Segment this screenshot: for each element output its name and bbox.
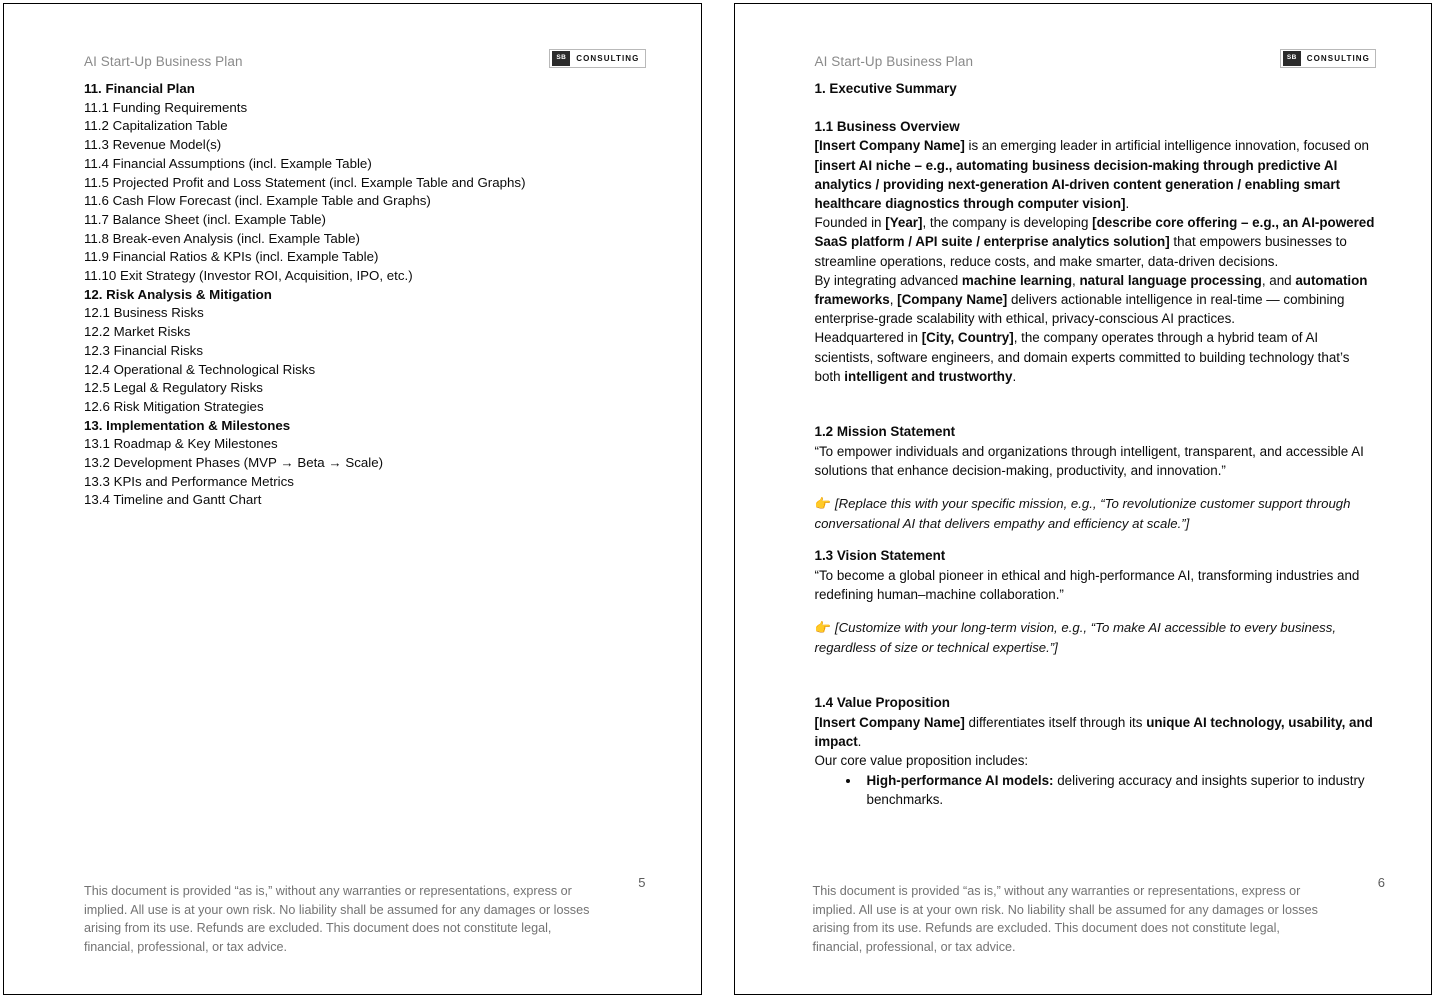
toc-entry[interactable]: 11.10 Exit Strategy (Investor ROI, Acquisition, IPO, etc.) [84,268,413,284]
text-run-bold: unique AI technology, usability, and impact [814,714,1373,750]
text-run: , [889,292,898,308]
sb-consulting-logo [1280,49,1376,68]
business-overview-paragraph-2 [815,271,1377,329]
pointing-finger-icon: 👉 [814,496,831,512]
section-heading-value-proposition: 1.4 Value Proposition [814,695,950,711]
text-run: , the company is developing [922,215,1093,231]
toc-entry[interactable]: 11.4 Financial Assumptions (incl. Example Table) [84,155,372,171]
page-6 [734,3,1433,995]
mission-hint-text: [Replace this with your specific mission, e.g., “To revolutionize customer support through conversational AI that delivers empathy and efficiency at scale.”] [814,496,1351,531]
mission-statement-hint [815,494,1377,533]
text-run-bold: [City, Country] [921,330,1014,346]
text-run-bold: intelligent and trustworthy [844,368,1013,384]
text-run-bold: natural language processing [1079,272,1262,288]
footer-disclaimer: This document is provided “as is,” without any warranties or representations, express or implied. All use is at your own risk. No liability shall be assumed for any damages or losses arising from its use. Refunds are excluded. This document does not constitute legal, financial, professional, or tax advice. [812,884,1318,954]
section-heading-business-overview: 1.1 Business Overview [814,118,960,134]
mission-statement-body: “To empower individuals and organizations through intelligent, transparent, and accessible AI solutions that enhance decision-making, productivity, and innovation.” [814,443,1364,478]
toc-entry[interactable]: 11.9 Financial Ratios & KPIs (incl. Example Table) [84,249,379,265]
table-of-contents [84,80,646,510]
vision-hint-text: [Customize with your long-term vision, e.g., “To make AI accessible to every business, regardless of size or technical expertise.”] [814,620,1337,655]
toc-entry[interactable]: 11. Financial Plan [84,81,195,96]
footer-disclaimer: This document is provided “as is,” without any warranties or representations, express or implied. All use is at your own risk. No liability shall be assumed for any damages or losses arising from its use. Refunds are excluded. This document does not constitute legal, financial, professional, or tax advice. [84,884,590,954]
toc-entry[interactable]: 11.2 Capitalization Table [84,118,228,134]
text-run-bold: [insert AI niche – e.g., automating business decision-making through predictive AI analytics / providing next-generation AI-driven content generation / enabling smart healthcare diagnostics through computer vision] [814,157,1341,212]
value-proposition-bullets [815,771,1377,810]
text-run: Founded in [814,215,886,231]
toc-entry[interactable]: 11.1 Funding Requirements [84,99,248,115]
toc-entry[interactable]: 13.2 Development Phases (MVP → Beta → Scale) [84,455,384,471]
text-run: . [1012,368,1017,384]
toc-entry[interactable]: 12.5 Legal & Regulatory Risks [84,380,263,396]
text-run: Our core value proposition includes: [814,753,1029,769]
text-run-bold: [Insert Company Name] [814,138,965,154]
header-title: AI Start-Up Business Plan [84,54,243,69]
page-header [815,44,1377,80]
text-run-bold: [Company Name] [897,292,1008,308]
text-run: Headquartered in [814,330,922,346]
text-run: , the company operates through a hybrid team of AI scientists, software engineers, and domain experts committed to building technology that’s both [814,330,1350,384]
toc-entry[interactable]: 13. Implementation & Milestones [84,417,291,433]
toc-entry[interactable]: 11.5 Projected Profit and Loss Statement (incl. Example Table and Graphs) [84,174,526,190]
header-title: AI Start-Up Business Plan [814,54,974,69]
text-run-bold: automation frameworks [814,272,1368,308]
section-heading-vision-statement: 1.3 Vision Statement [814,548,946,564]
toc-entry[interactable]: 11.6 Cash Flow Forecast (incl. Example Table and Graphs) [84,193,431,209]
chapter-title: 1. Executive Summary [814,81,957,96]
logo-mark: SB [552,51,570,66]
text-run: By integrating advanced [814,272,962,288]
text-run-bold: [Insert Company Name] [814,714,965,730]
page-number: 6 [1377,875,1385,890]
page-number: 5 [638,875,646,890]
toc-entry[interactable]: 12.1 Business Risks [84,305,204,321]
toc-entry[interactable]: 11.8 Break-even Analysis (incl. Example Table) [84,230,360,246]
toc-entry[interactable]: 12. Risk Analysis & Mitigation [84,286,272,302]
bullet-lead: High-performance AI models: [866,772,1054,788]
text-run: is an emerging leader in artificial intelligence innovation, focused on [964,138,1370,154]
page-5 [3,3,702,995]
toc-entry[interactable]: 12.4 Operational & Technological Risks [84,361,316,377]
text-run: , and [1261,272,1296,288]
business-overview-paragraph-3 [815,328,1377,386]
page-header [84,44,646,80]
toc-entry[interactable]: 13.3 KPIs and Performance Metrics [84,473,294,489]
vision-statement-hint [815,618,1377,657]
toc-entry[interactable]: 11.7 Balance Sheet (incl. Example Table) [84,211,326,227]
text-run: , [1072,272,1080,288]
text-run-bold: [Year] [885,215,923,231]
vision-statement-body: “To become a global pioneer in ethical and high-performance AI, transforming industries and redefining human–machine collaboration.” [814,567,1360,603]
text-run: . [1125,196,1130,212]
text-run-bold: [describe core offering – e.g., an AI-powered SaaS platform / API suite / enterprise analytics solution] [814,215,1375,250]
logo-wordmark: CONSULTING [1306,54,1370,63]
bullet-text: delivering accuracy and insights superior to industry benchmarks. [866,772,1365,807]
text-run: that empowers businesses to streamline operations, reduce costs, and make smarter, data-driven decisions. [814,234,1347,269]
logo-mark: SB [1283,51,1301,66]
pointing-finger-icon: 👉 [814,620,831,636]
text-run: delivers actionable intelligence in real-time — combining enterprise-grade scalability with ethical, privacy-conscious AI practices. [814,292,1345,327]
list-item [861,771,1377,810]
toc-entry[interactable]: 13.4 Timeline and Gantt Chart [84,492,262,508]
toc-entry[interactable]: 11.3 Revenue Model(s) [84,137,222,153]
business-overview-paragraph-1 [815,136,1377,270]
logo-wordmark: CONSULTING [576,54,640,63]
value-proposition-intro [815,713,1377,771]
text-run: . [857,734,862,750]
section-heading-mission-statement: 1.2 Mission Statement [814,424,956,440]
text-run-bold: machine learning [961,272,1073,288]
toc-entry[interactable]: 12.3 Financial Risks [84,342,203,358]
toc-entry[interactable]: 13.1 Roadmap & Key Milestones [84,436,278,452]
toc-entry[interactable]: 12.2 Market Risks [84,324,191,340]
toc-entry[interactable]: 12.6 Risk Mitigation Strategies [84,398,264,414]
page-body [815,80,1377,809]
text-run: differentiates itself through its [964,714,1147,730]
sb-consulting-logo [549,49,645,68]
